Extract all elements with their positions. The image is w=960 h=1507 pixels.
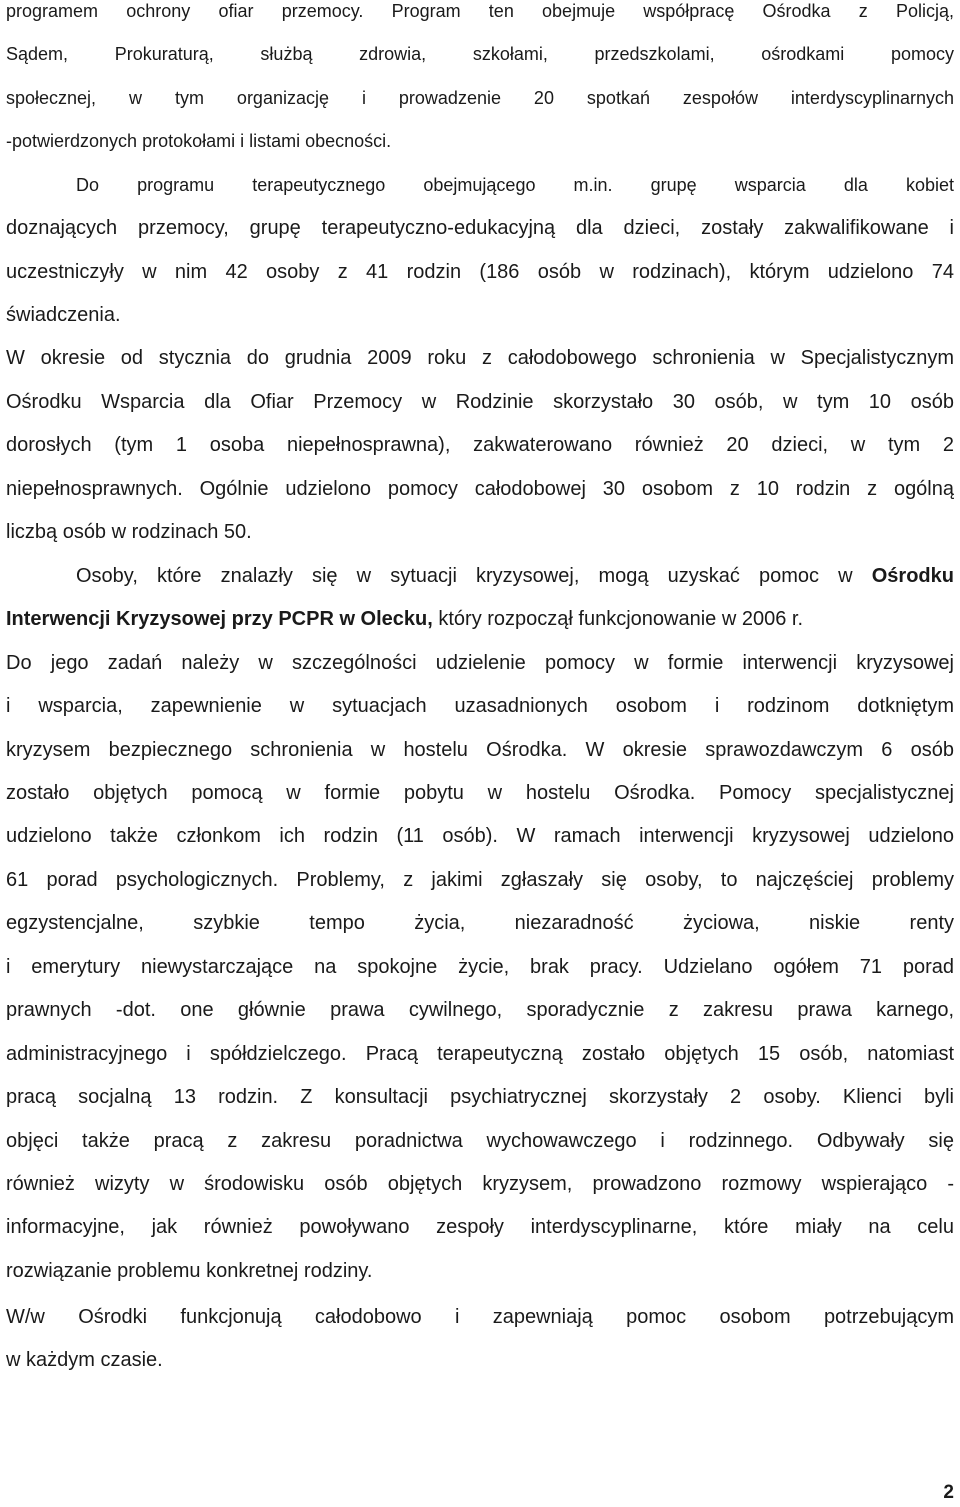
text-line: objęci także pracą z zakresu poradnictwa wychowawczego i rodzinnego. Odbywały się (6, 1130, 954, 1152)
bold-text: Ośrodku (871, 565, 954, 587)
text-line: i emerytury niewystarczające na spokojne życie, brak pracy. Udzielano ogółem 71 porad (6, 956, 954, 978)
text-line: rozwiązanie problemu konkretnej rodziny. (6, 1260, 373, 1282)
text-line: programem ochrony ofiar przemocy. Program ten obejmuje współpracę Ośrodka z Policją, (6, 1, 954, 21)
text-line: doznających przemocy, grupę terapeutyczno-edukacyjną dla dzieci, zostały zakwalifikowane i (6, 217, 954, 239)
text-segment: który rozpoczął funkcjonowanie w 2006 r. (438, 608, 804, 630)
text-line: Do programu terapeutycznego obejmującego m.in. grupę wsparcia dla kobiet (76, 175, 954, 195)
text-line: egzystencjalne, szybkie tempo życia, niezaradność życiowa, niskie renty (6, 912, 954, 934)
text-line: również wizyty w środowisku osób objętych kryzysem, prowadzono rozmowy wspierająco - (6, 1173, 954, 1195)
text-line: świadczenia. (6, 304, 121, 326)
text-line: zostało objętych pomocą w formie pobytu w hostelu Ośrodka. Pomocy specjalistycznej (6, 782, 954, 804)
text-line: kryzysem bezpiecznego schronienia w hostelu Ośrodka. W okresie sprawozdawczym 6 osób (6, 739, 954, 761)
text-line: -potwierdzonych protokołami i listami obecności. (6, 131, 392, 151)
text-line (6, 604, 954, 634)
text-line: niepełnosprawnych. Ogólnie udzielono pomocy całodobowej 30 osobom z 10 rodzin z ogólną (6, 478, 954, 500)
text-line: W okresie od stycznia do grudnia 2009 roku z całodobowego schronienia w Specjalistycznym (6, 347, 954, 369)
text-line: Ośrodku Wsparcia dla Ofiar Przemocy w Rodzinie skorzystało 30 osób, w tym 10 osób (6, 391, 954, 413)
text-line: w każdym czasie. (6, 1349, 163, 1371)
text-line: liczbą osób w rodzinach 50. (6, 521, 252, 543)
text-segment: Osoby, które znalazły się w sytuacji kryzysowej, mogą uzyskać pomoc w (76, 565, 853, 587)
text-line: administracyjnego i spółdzielczego. Pracą terapeutyczną zostało objętych 15 osób, natomiast (6, 1043, 954, 1065)
text-line: 61 porad psychologicznych. Problemy, z jakimi zgłaszały się osoby, to najczęściej problemy (6, 869, 954, 891)
text-line: udzielono także członkom ich rodzin (11 osób). W ramach interwencji kryzysowej udzielono (6, 825, 954, 847)
text-line: społecznej, w tym organizację i prowadzenie 20 spotkań zespołów interdyscyplinarnych (6, 88, 954, 108)
text-line: W/w Ośrodki funkcjonują całodobowo i zapewniają pomoc osobom potrzebującym (6, 1306, 954, 1328)
text-line (76, 561, 954, 591)
text-line: pracą socjalną 13 rodzin. Z konsultacji psychiatrycznej skorzystały 2 osoby. Klienci byli (6, 1086, 954, 1108)
text-line: informacyjne, jak również powoływano zespoły interdyscyplinarne, które miały na celu (6, 1216, 954, 1238)
text-line: dorosłych (tym 1 osoba niepełnosprawna), zakwaterowano również 20 dzieci, w tym 2 (6, 434, 954, 456)
text-line: i wsparcia, zapewnienie w sytuacjach uzasadnionych osobom i rodzinom dotkniętym (6, 695, 954, 717)
page-number: 2 (943, 1482, 954, 1503)
bold-text: Interwencji Kryzysowej przy PCPR w Olecku, (6, 608, 433, 630)
text-line: Sądem, Prokuraturą, służbą zdrowia, szkołami, przedszkolami, ośrodkami pomocy (6, 44, 954, 64)
text-line: prawnych -dot. one głównie prawa cywilnego, sporadycznie z zakresu prawa karnego, (6, 999, 954, 1021)
text-line: Do jego zadań należy w szczególności udzielenie pomocy w formie interwencji kryzysowej (6, 652, 954, 674)
text-line: uczestniczyły w nim 42 osoby z 41 rodzin (186 osób w rodzinach), którym udzielono 74 (6, 261, 954, 283)
